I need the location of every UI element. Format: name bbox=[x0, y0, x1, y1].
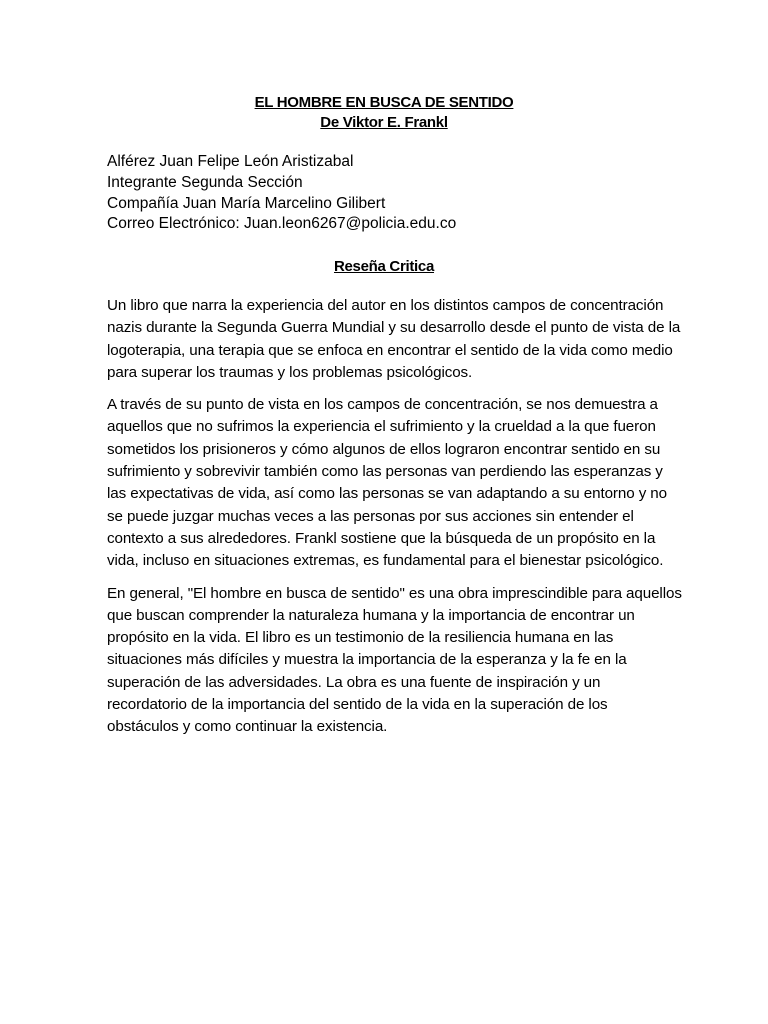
text-line: situaciones más difíciles y muestra la importancia de la esperanza y la fe en la bbox=[107, 651, 627, 669]
text-line: obstáculos y como continuar la existencia. bbox=[107, 718, 388, 736]
text-line: que buscan comprender la naturaleza humana y la importancia de encontrar un bbox=[107, 606, 635, 624]
document-title: EL HOMBRE EN BUSCA DE SENTIDO bbox=[254, 94, 514, 111]
text-line: sometidos los prisioneros y cómo algunos de ellos lograron encontrar sentido en su bbox=[107, 440, 661, 458]
paragraph bbox=[107, 394, 667, 572]
text-line: para superar los traumas y los problemas psicológicos. bbox=[107, 363, 473, 381]
paragraph bbox=[107, 295, 681, 384]
text-line: se puede juzgar muchas veces a las personas por sus acciones sin entender el bbox=[107, 507, 634, 525]
author-email: Correo Electrónico: Juan.leon6267@policia.edu.co bbox=[107, 215, 457, 233]
document-subtitle: De Viktor E. Frankl bbox=[320, 114, 448, 131]
text-line: En general, "El hombre en busca de sentido" es una obra imprescindible para aquellos bbox=[107, 584, 682, 602]
text-line: logoterapia, una terapia que se enfoca en encontrar el sentido de la vida como medio bbox=[107, 341, 673, 359]
author-block bbox=[107, 152, 667, 235]
document-header bbox=[0, 93, 768, 133]
text-line: Un libro que narra la experiencia del autor en los distintos campos de concentración bbox=[107, 297, 664, 314]
text-line: superación de las adversidades. La obra es una fuente de inspiración y un bbox=[107, 673, 601, 691]
text-line: propósito en la vida. El libro es un testimonio de la resiliencia humana en las bbox=[107, 629, 614, 647]
author-name: Alférez Juan Felipe León Aristizabal bbox=[107, 153, 354, 170]
author-role: Integrante Segunda Sección bbox=[107, 173, 303, 191]
paragraph bbox=[107, 583, 682, 739]
text-line: A través de su punto de vista en los campos de concentración, se nos demuestra a bbox=[107, 396, 658, 414]
text-line: las expectativas de vida, así como las personas se van adaptando a su entorno y no bbox=[107, 485, 667, 503]
author-company: Compañía Juan María Marcelino Gilibert bbox=[107, 194, 386, 212]
text-line: vida, incluso en situaciones extremas, es fundamental para el bienestar psicológico. bbox=[107, 552, 664, 570]
text-line: nazis durante la Segunda Guerra Mundial y su desarrollo desde el punto de vista de la bbox=[107, 319, 681, 337]
text-line: recordatorio de la importancia del sentido de la vida en la superación de los bbox=[107, 696, 608, 714]
text-line: sufrimiento y sobrevivir también como las personas van perdiendo las esperanzas y bbox=[107, 463, 663, 481]
review-body bbox=[107, 295, 682, 749]
text-line: contexto a sus alrededores. Frankl sostiene que la búsqueda de un propósito en la bbox=[107, 529, 656, 547]
section-title: Reseña Critica bbox=[333, 258, 435, 275]
text-line: aquellos que no sufrimos la experiencia el sufrimiento y la crueldad a la que fueron bbox=[107, 418, 656, 436]
